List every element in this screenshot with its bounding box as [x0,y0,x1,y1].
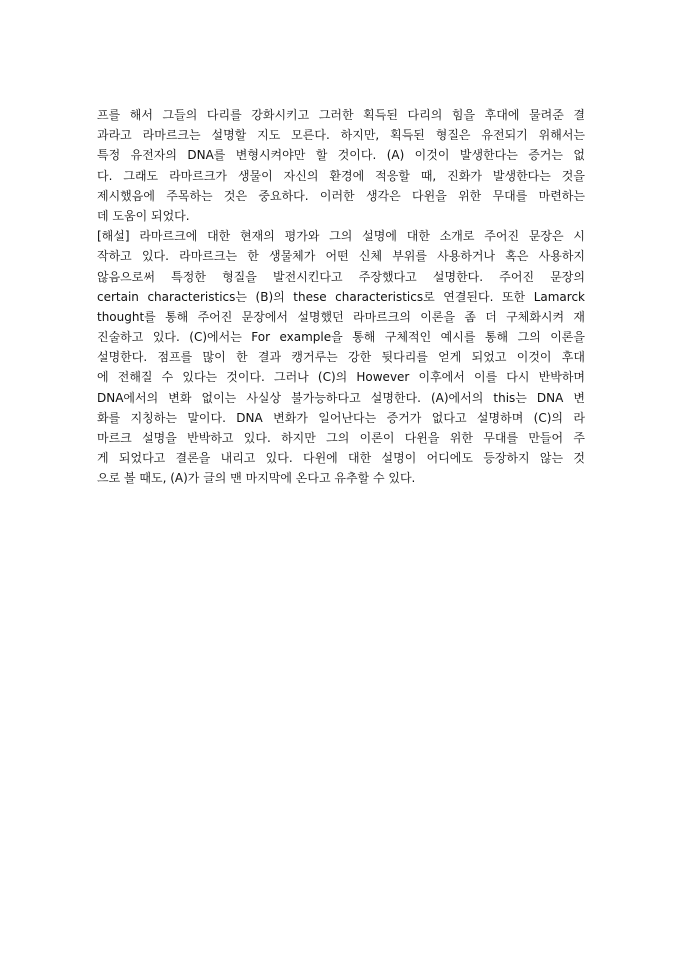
text-line: [해설] 라마르크에 대한 현재의 평가와 그의 설명에 대한 소개로 주어진 문장은 시 [97,229,585,244]
text-line: 데 도움이 되었다. [97,208,190,223]
text-line: 작하고 있다. 라마르크는 한 생물체가 어떤 신체 부위를 사용하거나 혹은 사용하지 [97,249,585,264]
text-line: DNA에서의 변화 없이는 사실상 불가능하다고 설명한다. (A)에서의 this는 DNA 변 [97,390,585,405]
text-line: 마르크 설명을 반박하고 있다. 하지만 그의 이론이 다윈을 위한 무대를 만들어 주 [97,431,585,445]
text-line: 않음으로써 특정한 형질을 발전시킨다고 주장했다고 설명한다. 주어진 문장의 [97,269,585,284]
text-line: thought를 통해 주어진 문장에서 설명했던 라마르크의 이론을 좀 더 구체화시켜 재 [97,309,585,324]
passage-text [97,105,585,489]
text-line: certain characteristics는 (B)의 these characteristics로 연결된다. 또한 Lamarck [97,289,585,304]
text-line: 다. 그래도 라마르크가 생물이 자신의 환경에 적응할 때, 진화가 발생한다는 것을 [97,168,585,183]
text-line: 특정 유전자의 DNA를 변형시켜야만 할 것이다. (A) 이것이 발생한다는 증거는 없 [97,148,585,163]
text-line: 설명한다. 점프를 많이 한 결과 캥거루는 강한 뒷다리를 얻게 되었고 이것이 후대 [97,350,585,365]
text-line: 으로 볼 때도, (A)가 글의 맨 마지막에 온다고 유추할 수 있다. [97,471,416,486]
text-line: 프를 해서 그들의 다리를 강화시키고 그러한 획득된 다리의 힘을 후대에 물려준 결 [97,108,585,122]
text-line: 제시했음에 주목하는 것은 중요하다. 이러한 생각은 다윈을 위한 무대를 마련하는 [97,188,585,203]
text-line: 게 되었다고 결론을 내리고 있다. 다윈에 대한 설명이 어디에도 등장하지 않는 것 [97,451,585,466]
text-line: 에 전해질 수 있다는 것이다. 그러나 (C)의 However 이후에서 이를 다시 반박하며 [97,370,585,385]
passage-paragraph [97,105,585,226]
explanation-paragraph [97,226,585,488]
text-line: 과라고 라마르크는 설명할 지도 모른다. 하지만, 획득된 형질은 유전되기 위해서는 [97,128,585,143]
text-line: 진술하고 있다. (C)에서는 For example을 통해 구체적인 예시를 통해 그의 이론을 [97,330,585,345]
text-line: 화를 지칭하는 말이다. DNA 변화가 일어난다는 증거가 없다고 설명하며 (C)의 라 [97,410,585,425]
